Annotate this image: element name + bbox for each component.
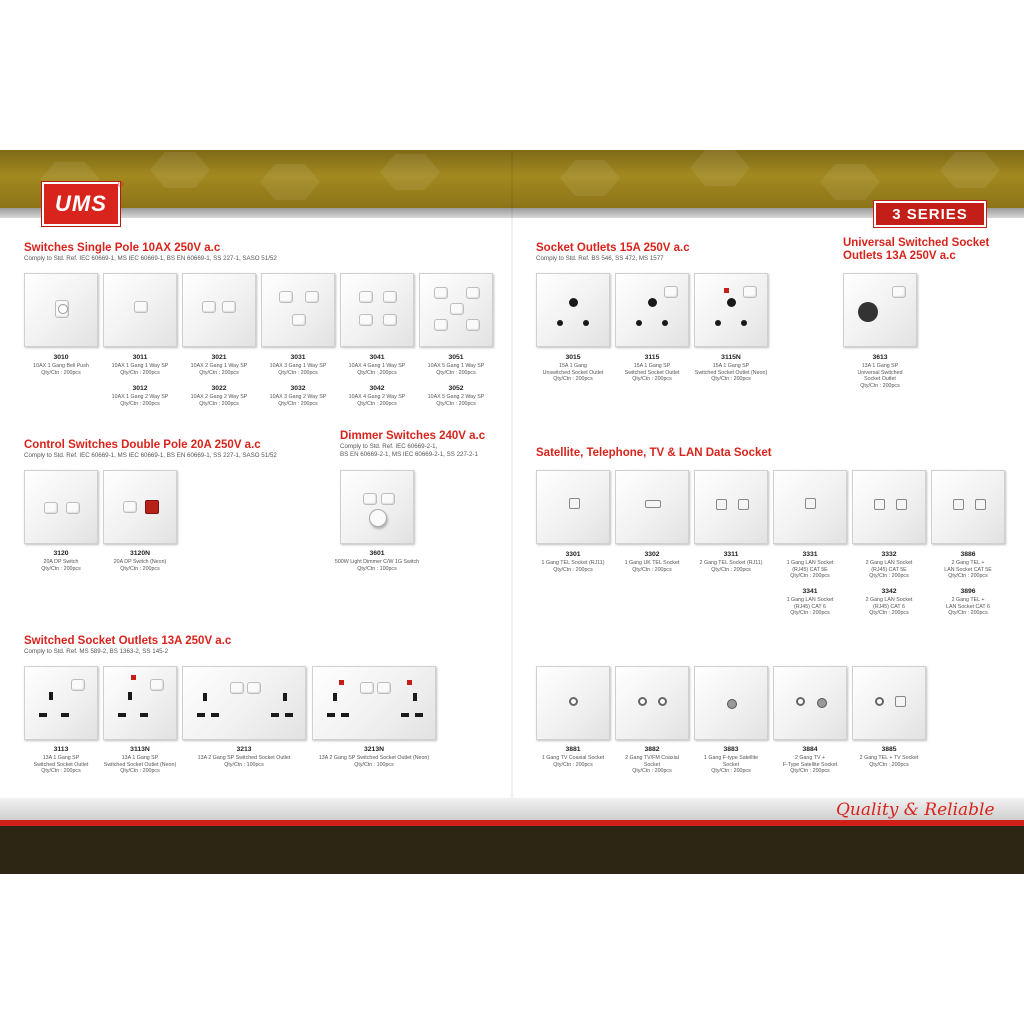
product-desc: 2 Gang TV + F-Type Satellite Socket Qty/Ctn : 200pcs	[782, 755, 838, 775]
product-desc: 15A 1 Gang SP Switched Socket Outlet Qty/Ctn : 200pcs	[624, 363, 680, 383]
section-title-data: Satellite, Telephone, TV & LAN Data Socket	[536, 447, 772, 459]
product-code: 3341	[802, 588, 818, 595]
product-code: 3021	[211, 354, 227, 361]
section-title-socket15: Socket Outlets 15A 250V a.c	[536, 242, 690, 254]
product-3011-image	[103, 273, 177, 347]
product-code: 3601	[369, 550, 385, 557]
product-3115-image	[615, 273, 689, 347]
product-code: 3113N	[130, 746, 150, 753]
product-desc: 1 Gang LAN Socket (RJ45) CAT 6 Qty/Ctn : 200pcs	[786, 597, 834, 617]
tagline: Quality & Reliable	[836, 800, 995, 820]
section-title-socket13: Switched Socket Outlets 13A 250V a.c	[24, 635, 232, 647]
product-code: 3886	[960, 551, 976, 558]
product-3301-image	[536, 470, 610, 544]
product-code: 3213N	[363, 746, 385, 753]
product-desc: 10AX 4 Gang 1 Way SP Qty/Ctn : 200pcs	[348, 363, 406, 376]
product-3031-image	[261, 273, 335, 347]
registered-mark: ®	[118, 180, 124, 189]
product-desc: 10AX 5 Gang 1 Way SP Qty/Ctn : 200pcs	[427, 363, 485, 376]
product-3331-image	[773, 470, 847, 544]
product-3120n-image	[103, 470, 177, 544]
product-desc: 13A 2 Gang SP Switched Socket Outlet (Neon) Qty/Ctn : 100pcs	[318, 755, 430, 768]
product-code: 3331	[802, 551, 818, 558]
product-3113-image	[24, 666, 98, 740]
product-code: 3052	[448, 385, 464, 392]
product-3115n-image	[694, 273, 768, 347]
product-desc: 2 Gang LAN Socket (RJ45) CAT 6 Qty/Ctn : 200pcs	[865, 597, 913, 617]
product-code: 3012	[132, 385, 148, 392]
product-code: 3213	[236, 746, 252, 753]
product-3021-image	[182, 273, 256, 347]
product-desc: 10AX 2 Gang 2 Way SP Qty/Ctn : 200pcs	[190, 394, 248, 407]
product-3601-image	[340, 470, 414, 544]
section-title-single-pole: Switches Single Pole 10AX 250V a.c	[24, 242, 221, 254]
product-desc: 2 Gang TEL Socket (RJ11) Qty/Ctn : 200pcs	[699, 560, 763, 573]
product-code: 3051	[448, 354, 464, 361]
product-desc: 15A 1 Gang Unswitched Socket Outlet Qty/Ctn : 200pcs	[542, 363, 604, 383]
product-code: 3120	[53, 550, 69, 557]
product-code: 3884	[802, 746, 818, 753]
product-desc: 10AX 2 Gang 1 Way SP Qty/Ctn : 200pcs	[190, 363, 248, 376]
product-3015-image	[536, 273, 610, 347]
product-code: 3342	[881, 588, 897, 595]
product-desc: 1 Gang TEL Socket (RJ11) Qty/Ctn : 200pcs	[541, 560, 605, 573]
product-3613-image	[843, 273, 917, 347]
product-code: 3022	[211, 385, 227, 392]
section-title-universal-1: Universal Switched Socket	[843, 237, 990, 249]
section-title-universal-2: Outlets 13A 250V a.c	[843, 250, 956, 262]
product-code: 3311	[723, 551, 739, 558]
product-code: 3120N	[129, 550, 151, 557]
product-desc: 2 Gang LAN Socket (RJ45) CAT 5E Qty/Ctn : 200pcs	[865, 560, 913, 580]
product-desc: 10AX 3 Gang 2 Way SP Qty/Ctn : 200pcs	[269, 394, 327, 407]
product-desc: 10AX 3 Gang 1 Way SP Qty/Ctn : 200pcs	[269, 363, 327, 376]
product-3113n-image	[103, 666, 177, 740]
page-gutter	[511, 150, 513, 874]
product-3213n-image	[312, 666, 436, 740]
product-desc: 1 Gang F-type Satellite Socket Qty/Ctn : 200pcs	[703, 755, 759, 775]
product-code: 3332	[881, 551, 897, 558]
product-3051-image	[419, 273, 493, 347]
section-comply-socket13: Comply to Std. Ref. MS 589-2, BS 1363-2, SS 145-2	[24, 648, 169, 655]
product-code: 3015	[565, 354, 581, 361]
product-3332-image	[852, 470, 926, 544]
product-desc: 10AX 5 Gang 2 Way SP Qty/Ctn : 200pcs	[427, 394, 485, 407]
product-code: 3115N	[721, 354, 741, 361]
product-desc: 1 Gang UK TEL Socket Qty/Ctn : 200pcs	[624, 560, 680, 573]
product-desc: 500W Light Dimmer C/W 1G Switch Qty/Ctn : 100pcs	[334, 559, 420, 572]
product-3883-image	[694, 666, 768, 740]
product-3881-image	[536, 666, 610, 740]
product-desc: 2 Gang TEL + LAN Socket CAT 6 Qty/Ctn : 200pcs	[946, 597, 990, 617]
product-desc: 20A DP Switch (Neon) Qty/Ctn : 200pcs	[113, 559, 167, 572]
product-desc: 20A DP Switch Qty/Ctn : 200pcs	[41, 559, 81, 572]
product-desc: 10AX 1 Gang Bell Push Qty/Ctn : 200pcs	[33, 363, 89, 376]
product-desc: 13A 1 Gang SP Universal Switched Socket Outlet Qty/Ctn : 200pcs	[857, 363, 903, 389]
section-comply-single-pole: Comply to Std. Ref. IEC 60669-1, MS IEC 60669-1, BS EN 60669-1, SS 227-1, SASO 51/52	[24, 255, 277, 262]
product-desc: 1 Gang LAN Socket (RJ45) CAT 5E Qty/Ctn : 200pcs	[786, 560, 834, 580]
product-code: 3032	[290, 385, 306, 392]
product-desc: 15A 1 Gang SP Switched Socket Outlet (Neon) Qty/Ctn : 200pcs	[694, 363, 768, 383]
product-code: 3883	[723, 746, 739, 753]
product-3041-image	[340, 273, 414, 347]
product-3884-image	[773, 666, 847, 740]
product-desc: 2 Gang TEL + LAN Socket CAT 5E Qty/Ctn : 200pcs	[944, 560, 992, 580]
product-code: 3896	[960, 588, 976, 595]
product-3885-image	[852, 666, 926, 740]
product-code: 3881	[565, 746, 581, 753]
section-title-dimmer: Dimmer Switches 240V a.c	[340, 430, 486, 442]
product-code: 3113	[53, 746, 69, 753]
product-code: 3031	[290, 354, 306, 361]
section-title-double-pole: Control Switches Double Pole 20A 250V a.c	[24, 439, 261, 451]
series-badge: 3 SERIES	[876, 203, 984, 225]
product-code: 3885	[881, 746, 897, 753]
product-code: 3010	[53, 354, 69, 361]
product-code: 3301	[565, 551, 581, 558]
product-desc: 10AX 1 Gang 1 Way SP Qty/Ctn : 200pcs	[111, 363, 169, 376]
product-desc: 13A 1 Gang SP Switched Socket Outlet (Neon) Qty/Ctn : 200pcs	[103, 755, 177, 775]
product-code: 3882	[644, 746, 660, 753]
product-3311-image	[694, 470, 768, 544]
product-desc: 13A 2 Gang SP Switched Socket Outlet Qty/Ctn : 100pcs	[197, 755, 291, 768]
product-3213-image	[182, 666, 306, 740]
product-desc: 2 Gang TV/FM Coaxial Socket Qty/Ctn : 200pcs	[625, 755, 679, 775]
product-code: 3042	[369, 385, 385, 392]
product-3882-image	[615, 666, 689, 740]
product-desc: 13A 1 Gang SP Switched Socket Outlet Qty/Ctn : 200pcs	[33, 755, 89, 775]
product-desc: 10AX 1 Gang 2 Way SP Qty/Ctn : 200pcs	[111, 394, 169, 407]
brand-logo: UMS	[42, 182, 120, 226]
product-code: 3115	[644, 354, 660, 361]
section-comply-dimmer-1: Comply to Std. Ref. IEC 60669-2-1,	[340, 443, 438, 450]
product-desc: 10AX 4 Gang 2 Way SP Qty/Ctn : 200pcs	[348, 394, 406, 407]
section-comply-socket15: Comply to Std. Ref. BS 546, SS 472, MS 1577	[536, 255, 664, 262]
product-desc: 2 Gang TEL + TV Socket Qty/Ctn : 200pcs	[859, 755, 919, 768]
product-3886-image	[931, 470, 1005, 544]
product-3302-image	[615, 470, 689, 544]
product-3010-image	[24, 273, 98, 347]
product-3120-image	[24, 470, 98, 544]
product-code: 3041	[369, 354, 385, 361]
section-comply-dimmer-2: BS EN 60669-2-1, MS IEC 60669-2-1, SS 227-2-1	[340, 451, 478, 458]
section-comply-double-pole: Comply to Std. Ref. IEC 60669-1, MS IEC 60669-1, BS EN 60669-1, SS 227-1, SASO 51/52	[24, 452, 277, 459]
product-code: 3302	[644, 551, 660, 558]
product-code: 3613	[872, 354, 888, 361]
product-code: 3011	[132, 354, 148, 361]
product-desc: 1 Gang TV Coaxial Socket Qty/Ctn : 200pcs	[541, 755, 605, 768]
footer-band	[0, 826, 1024, 874]
